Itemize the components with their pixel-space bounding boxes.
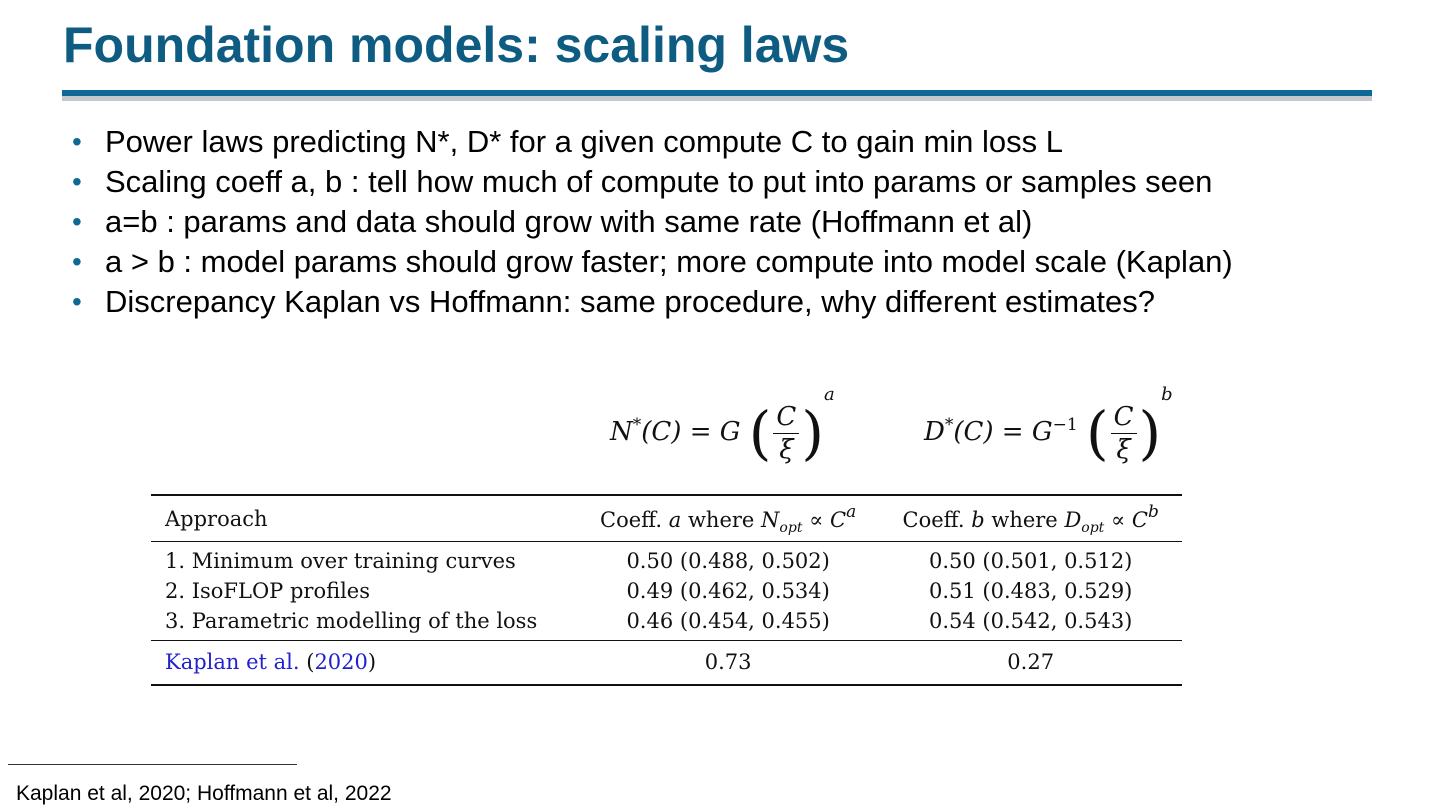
bullet-text: a=b : params and data should grow with same rate (Hoffmann et al)	[105, 204, 1033, 239]
bullet-text: a > b : model params should grow faster; more compute into model scale (Kaplan)	[105, 244, 1233, 279]
slide-title: Foundation models: scaling laws	[63, 17, 850, 73]
bullet-item	[72, 282, 1233, 322]
header-a-symbol: N	[761, 507, 780, 532]
citation-paren-open: (	[306, 650, 315, 675]
header-a-subscript: opt	[779, 519, 803, 536]
title-underline-shadow	[62, 96, 1372, 101]
equation-d-opt	[924, 384, 1173, 467]
eq-n-fraction	[773, 403, 799, 464]
cell-coeff-a: 0.73	[704, 650, 752, 675]
cell-reference-citation	[151, 641, 577, 685]
table-row	[151, 608, 1182, 641]
eq-n-exponent: a	[823, 384, 835, 405]
eq-n-right-paren: )	[801, 399, 824, 467]
bullet-dot-icon: •	[72, 126, 82, 157]
header-b-symbol: D	[1064, 507, 1082, 532]
equation-n-opt	[610, 384, 835, 467]
bullet-text: Power laws predicting N*, D* for a given compute C to gain min loss L	[105, 124, 1063, 159]
bullet-text: Discrepancy Kaplan vs Hoffmann: same procedure, why different estimates?	[105, 284, 1155, 319]
eq-n-symbol: N	[610, 417, 633, 447]
header-approach: Approach	[165, 506, 268, 531]
header-a-var: a	[668, 507, 682, 532]
eq-d-exponent: b	[1161, 384, 1173, 405]
header-coeff-a	[577, 495, 879, 542]
citation-year-link[interactable]: 2020	[314, 650, 368, 675]
bullet-dot-icon: •	[72, 246, 82, 277]
eq-n-arg: (C) = G	[641, 417, 741, 447]
footnote-text: Kaplan et al, 2020; Hoffmann et al, 2022	[16, 782, 392, 805]
header-b-proportional: ∝ C	[1111, 507, 1148, 532]
cell-approach: 1. Minimum over training curves	[165, 549, 516, 574]
cell-coeff-b: 0.54 (0.542, 0.543)	[928, 608, 1133, 633]
eq-d-symbol: D	[924, 417, 945, 447]
eq-d-left-paren: (	[1085, 399, 1109, 467]
bullet-dot-icon: •	[72, 206, 82, 237]
eq-d-star: *	[944, 415, 954, 435]
header-b-where: where	[991, 507, 1058, 532]
header-a-proportional: ∝ C	[809, 507, 847, 532]
header-b-var: b	[971, 507, 985, 532]
footnote-rule	[8, 764, 297, 765]
bullet-item	[72, 122, 1233, 162]
header-b-subscript: opt	[1081, 519, 1105, 536]
eq-n-numerator: C	[773, 403, 799, 434]
header-a-prefix: Coeff.	[600, 507, 663, 532]
header-b-prefix: Coeff.	[902, 507, 965, 532]
eq-n-denominator: ξ	[779, 434, 794, 465]
citation-paren-close: )	[367, 650, 377, 675]
eq-d-fraction	[1111, 403, 1137, 464]
table-header-row	[151, 495, 1182, 542]
eq-n-left-paren: (	[748, 399, 772, 467]
header-a-where: where	[687, 507, 755, 532]
table-row-reference	[151, 641, 1182, 685]
eq-d-arg: (C) = G	[953, 417, 1053, 447]
bullet-item	[72, 242, 1233, 282]
cell-approach: 2. IsoFLOP profiles	[165, 579, 371, 603]
eq-d-inverse: −1	[1052, 415, 1078, 435]
header-b-exponent: b	[1147, 501, 1159, 522]
bullet-dot-icon: •	[72, 166, 82, 197]
bullet-dot-icon: •	[72, 286, 82, 317]
citation-authors-link[interactable]: Kaplan et al.	[165, 650, 300, 675]
bullet-list	[72, 122, 1233, 322]
eq-n-star: *	[632, 415, 642, 435]
cell-coeff-a: 0.50 (0.488, 0.502)	[626, 549, 830, 574]
bullet-item	[72, 162, 1233, 202]
cell-coeff-a: 0.46 (0.454, 0.455)	[626, 608, 830, 633]
cell-coeff-b: 0.27	[1007, 650, 1055, 675]
cell-coeff-a: 0.49 (0.462, 0.534)	[626, 579, 830, 603]
header-a-exponent: a	[846, 501, 857, 522]
cell-coeff-b: 0.51 (0.483, 0.529)	[928, 579, 1133, 603]
eq-d-numerator: C	[1111, 403, 1137, 434]
eq-d-denominator: ξ	[1116, 434, 1131, 465]
eq-d-right-paren: )	[1138, 399, 1162, 467]
table-row	[151, 542, 1182, 575]
bullet-text: Scaling coeff a, b : tell how much of compute to put into params or samples seen	[105, 164, 1213, 199]
table-row	[151, 575, 1182, 608]
cell-approach: 3. Parametric modelling of the loss	[165, 608, 538, 633]
scaling-coefficients-table	[151, 494, 1182, 686]
bullet-item	[72, 202, 1233, 242]
cell-coeff-b: 0.50 (0.501, 0.512)	[928, 549, 1133, 574]
header-coeff-b	[879, 495, 1182, 542]
